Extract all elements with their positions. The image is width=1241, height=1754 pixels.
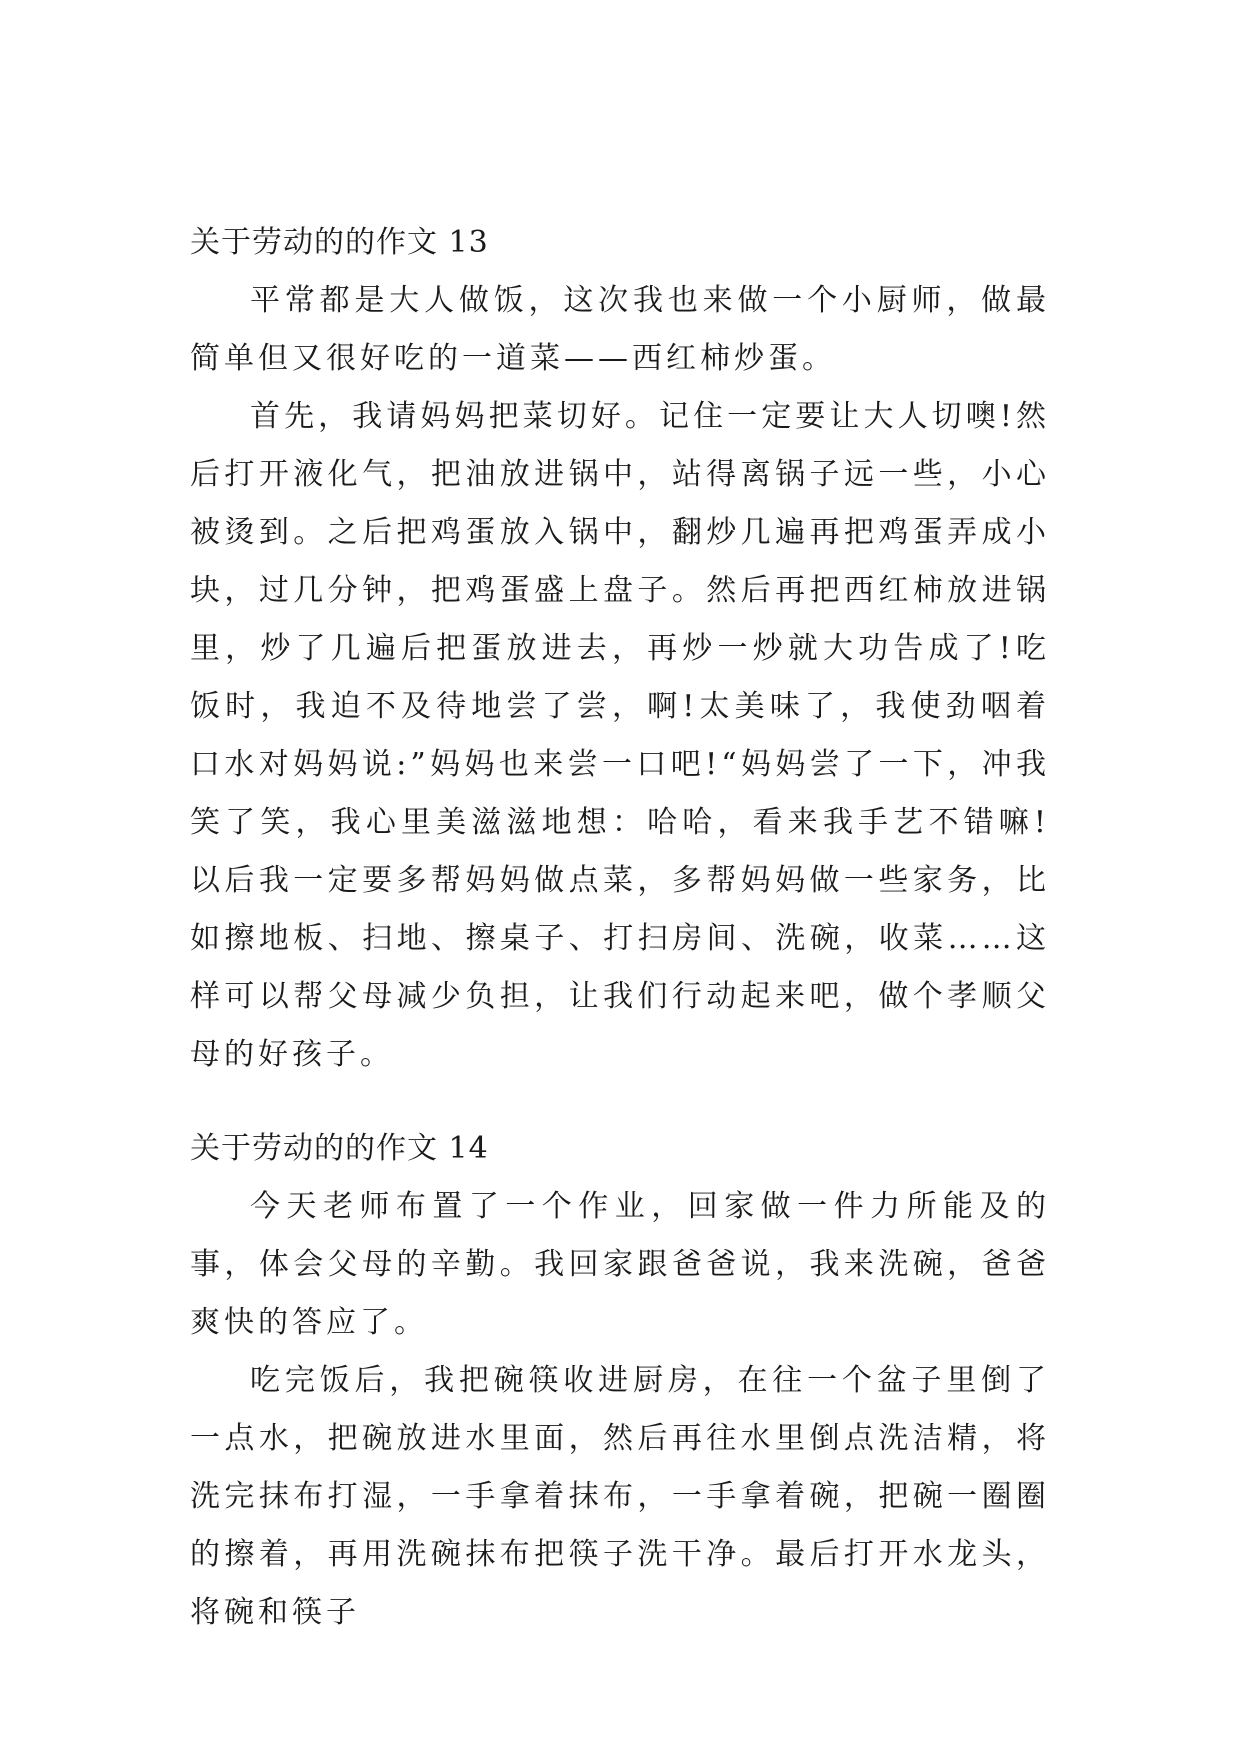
essay-paragraph: 首先，我请妈妈把菜切好。记住一定要让大人切噢!然后打开液化气，把油放进锅中，站得离锅子远一些，小心被烫到。之后把鸡蛋放入锅中，翻炒几遍再把鸡蛋弄成小块，过几分钟，把鸡蛋盛上盘子。然后再把西红柿放进锅里，炒了几遍后把蛋放进去，再炒一炒就大功告成了!吃饭时，我迫不及待地尝了尝，啊!太美味了，我使劲咽着口水对妈妈说:”妈妈也来尝一口吧!“妈妈尝了一下，冲我笑了笑，我心里美滋滋地想：哈哈，看来我手艺不错嘛!以后我一定要多帮妈妈做点菜，多帮妈妈做一些家务，比如擦地板、扫地、擦桌子、打扫房间、洗碗，收菜……这样可以帮父母减少负担，让我们行动起来吧，做个孝顺父母的好孩子。 — [190, 399, 1050, 1072]
essay-title: 关于劳动的的作文 14 — [190, 1131, 489, 1166]
essay-paragraph: 平常都是大人做饭，这次我也来做一个小厨师，做最简单但又很好吃的一道菜——西红柿炒蛋。 — [190, 283, 1050, 376]
essay-paragraph: 今天老师布置了一个作业，回家做一件力所能及的事，体会父母的辛勤。我回家跟爸爸说，我来洗碗，爸爸爽快的答应了。 — [190, 1189, 1050, 1340]
essay-13 — [190, 214, 1050, 1084]
essay-title: 关于劳动的的作文 13 — [190, 225, 489, 260]
essay-14 — [190, 1120, 1050, 1642]
essay-paragraph: 吃完饭后，我把碗筷收进厨房，在往一个盆子里倒了一点水，把碗放进水里面，然后再往水里倒点洗洁精，将洗完抹布打湿，一手拿着抹布，一手拿着碗，把碗一圈圈的擦着，再用洗碗抹布把筷子洗干净。最后打开水龙头，将碗和筷子 — [190, 1363, 1050, 1630]
document-body — [190, 214, 1050, 1642]
